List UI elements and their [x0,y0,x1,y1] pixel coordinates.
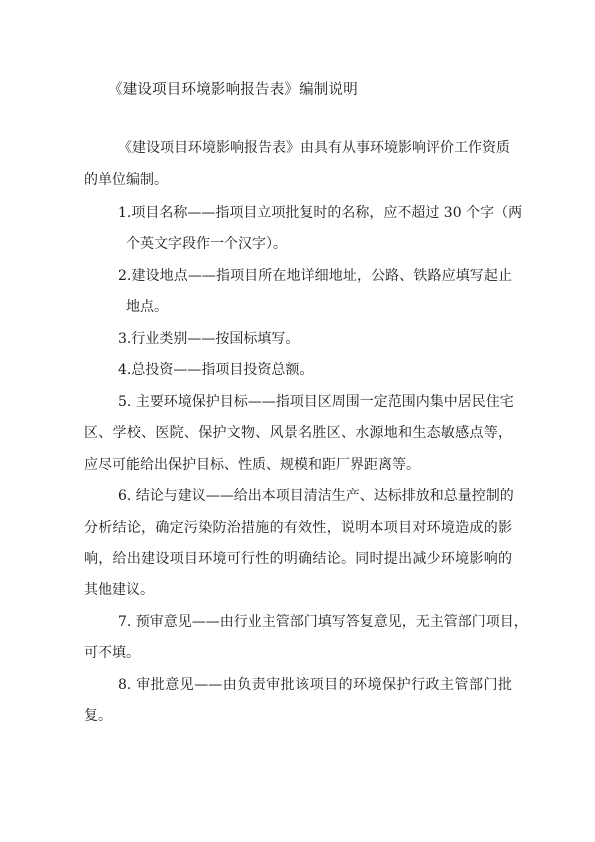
item-6-line-1: 6. 结论与建议——给出本项目清洁生产、达标排放和总量控制的 [118,488,514,504]
item-3-line-1: 3.行业类别——按国标填写。 [118,331,300,347]
item-5-line-3: 应尽可能给出保护目标、性质、规模和距厂界距离等。 [84,457,420,473]
item-5-line-1: 5. 主要环境保护目标——指项目区周围一定范围内集中居民住宅 [118,394,514,410]
item-8-line-1: 8. 审批意见——由负责审批该项目的环境保护行政主管部门批 [118,677,512,693]
item-7-line-1: 7. 预审意见——由行业主管部门填写答复意见，无主管部门项目， [118,614,528,630]
item-2-line-1: 2.建设地点——指项目所在地详细地址，公路、铁路应填写起止 [118,268,512,284]
item-4-line-1: 4.总投资——指项目投资总额。 [118,362,314,378]
item-1-line-1: 1.项目名称——指项目立项批复时的名称，应不超过 30 个字（两 [118,205,523,221]
item-7-line-2: 可不填。 [84,645,140,661]
item-6-line-3: 响，给出建设项目环境可行性的明确结论。同时提出减少环境影响的 [84,551,512,567]
item-5-line-2: 区、学校、医院、保护文物、风景名胜区、水源地和生态敏感点等， [84,425,512,441]
document-title: 《建设项目环境影响报告表》编制说明 [108,82,358,98]
item-6-line-2: 分析结论，确定污染防治措施的有效性，说明本项目对环境造成的影 [84,520,512,536]
item-2-line-2: 地点。 [126,299,168,315]
intro-line-1: 《建设项目环境影响报告表》由具有从事环境影响评价工作资质 [118,140,510,156]
item-6-line-4: 其他建议。 [84,582,154,598]
intro-line-2: 的单位编制。 [84,172,168,188]
item-1-line-2: 个英文字段作一个汉字）。 [126,236,287,252]
item-8-line-2: 复。 [84,708,112,724]
